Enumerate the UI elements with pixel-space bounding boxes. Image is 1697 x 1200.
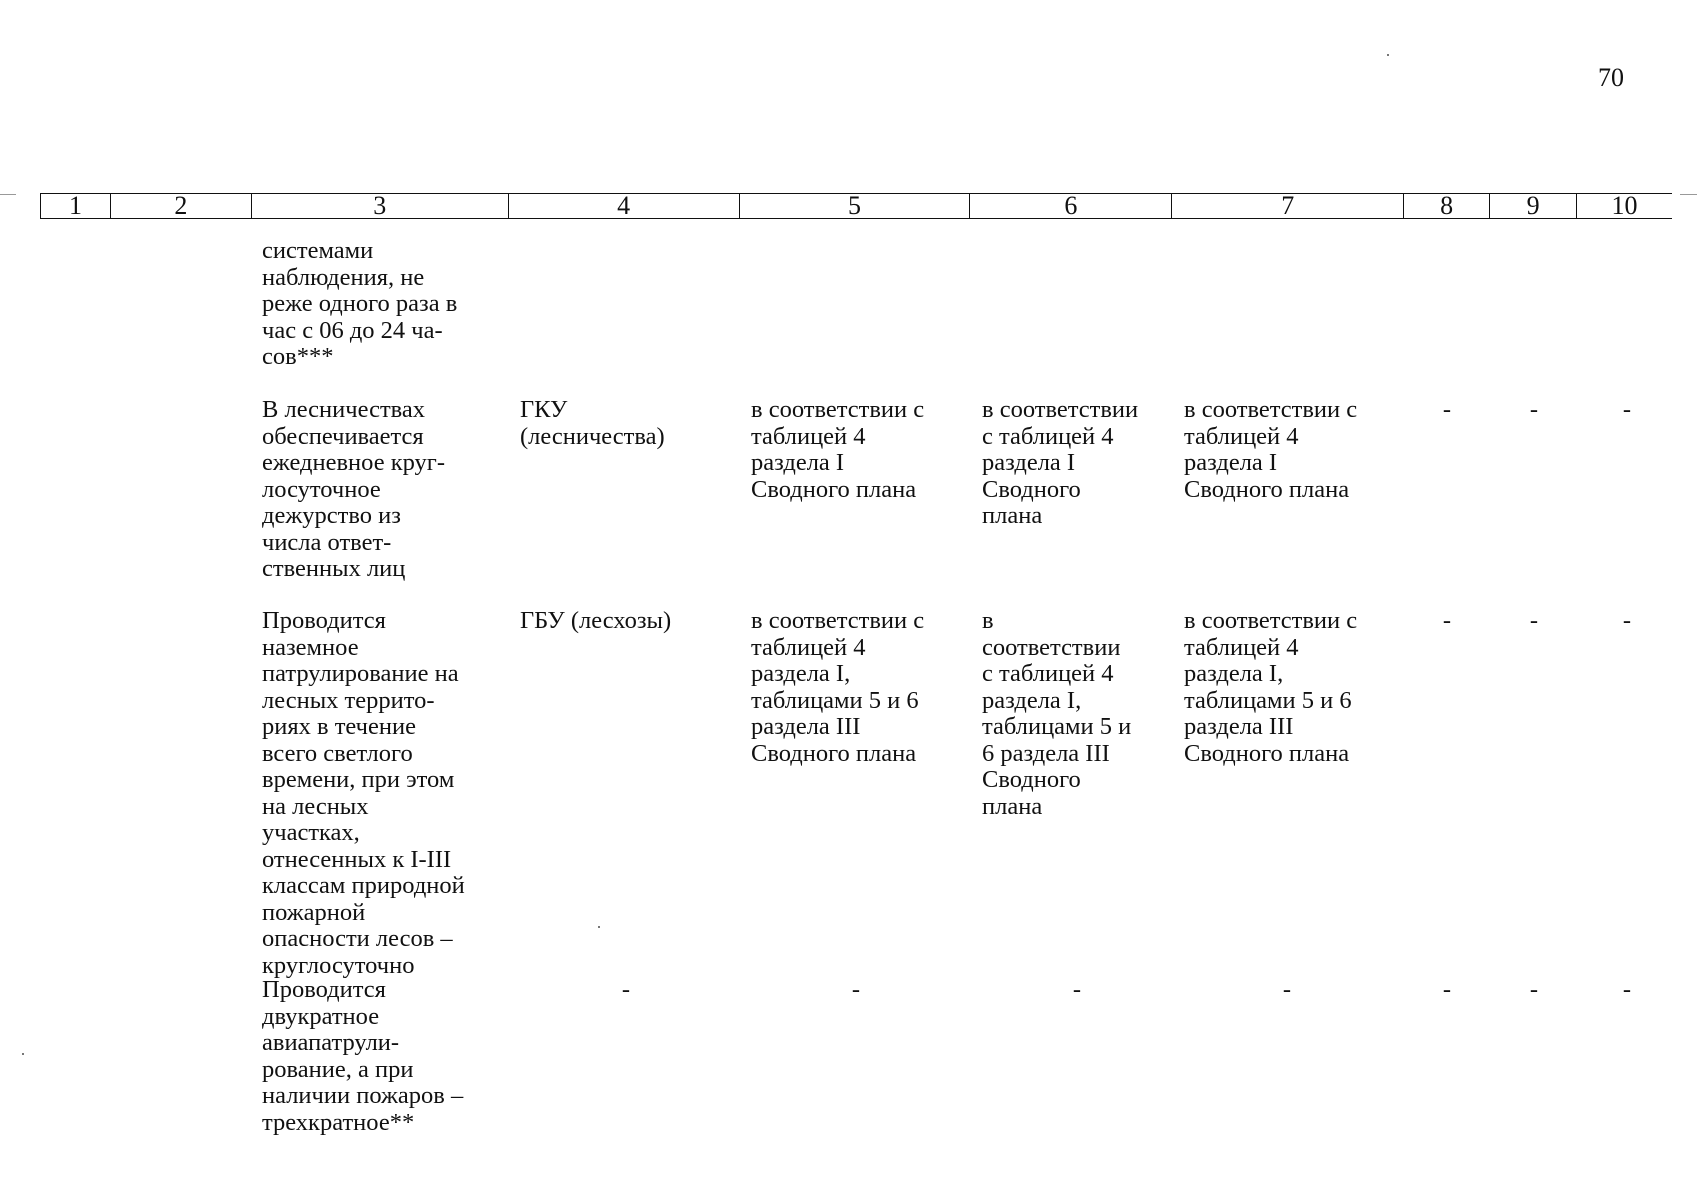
header-col-10: 10 bbox=[1611, 191, 1638, 220]
cell-col-8: - bbox=[1442, 396, 1452, 423]
scan-speck bbox=[598, 926, 600, 928]
cell-col-10: - bbox=[1622, 976, 1632, 1003]
header-col-9: 9 bbox=[1490, 194, 1577, 218]
cell-measure: Проводится наземное патрулирование на лесных террито- риях в течение всего светлого времени, при этом на лесных участках, отнесенных к I-III классам природной пожарной опасности лесов – круглосуточно bbox=[262, 607, 465, 979]
cell-col-7: в соответствии с таблицей 4 раздела I, таблицами 5 и 6 раздела III Сводного плана bbox=[1184, 607, 1358, 767]
table-header-row bbox=[40, 193, 1672, 219]
header-col-4: 4 bbox=[509, 194, 740, 218]
cell-col-9: - bbox=[1529, 396, 1539, 423]
header-col-2: 2 bbox=[111, 194, 252, 218]
header-col-1: 1 bbox=[41, 194, 111, 218]
cell-responsible: ГКУ (лесничества) bbox=[520, 396, 665, 450]
cell-col-9: - bbox=[1529, 976, 1539, 1003]
cell-col-8: - bbox=[1442, 607, 1452, 634]
header-col-3: 3 bbox=[252, 194, 509, 218]
cell-col-5: в соответствии с таблицей 4 раздела I, таблицами 5 и 6 раздела III Сводного плана bbox=[751, 607, 925, 767]
cell-col-5: - bbox=[851, 976, 861, 1003]
header-col-8: 8 bbox=[1404, 194, 1490, 218]
header-col-6: 6 bbox=[970, 194, 1172, 218]
left-edge-mark bbox=[0, 194, 16, 195]
page-number: 70 bbox=[1598, 63, 1624, 92]
cell-col-10: - bbox=[1622, 396, 1632, 423]
header-col-5: 5 bbox=[740, 194, 971, 218]
scan-speck bbox=[1387, 54, 1389, 56]
right-edge-mark bbox=[1680, 194, 1697, 195]
cell-col-8: - bbox=[1442, 976, 1452, 1003]
cell-col-7: - bbox=[1282, 976, 1292, 1003]
cell-responsible: ГБУ (лесхозы) bbox=[520, 607, 672, 634]
header-col-7: 7 bbox=[1172, 194, 1404, 218]
cell-col-10: - bbox=[1622, 607, 1632, 634]
cell-col-6: в соответствии с таблицей 4 раздела I Сводного плана bbox=[982, 396, 1139, 529]
cell-measure: Проводится двукратное авиапатрули- рование, а при наличии пожаров – трехкратное** bbox=[262, 976, 464, 1136]
cell-col-6: - bbox=[1072, 976, 1082, 1003]
cell-col-5: в соответствии с таблицей 4 раздела I Сводного плана bbox=[751, 396, 925, 503]
scan-speck bbox=[22, 1053, 24, 1055]
cell-col-7: в соответствии с таблицей 4 раздела I Сводного плана bbox=[1184, 396, 1358, 503]
cell-responsible: - bbox=[621, 976, 631, 1003]
cell-measure: системами наблюдения, не реже одного раза в час с 06 до 24 ча- сов*** bbox=[262, 237, 458, 370]
cell-col-9: - bbox=[1529, 607, 1539, 634]
cell-measure: В лесничествах обеспечивается ежедневное круг- лосуточное дежурство из числа ответ- ственных лиц bbox=[262, 396, 445, 582]
cell-col-6: в соответствии с таблицей 4 раздела I, таблицами 5 и 6 раздела III Сводного плана bbox=[982, 607, 1132, 820]
